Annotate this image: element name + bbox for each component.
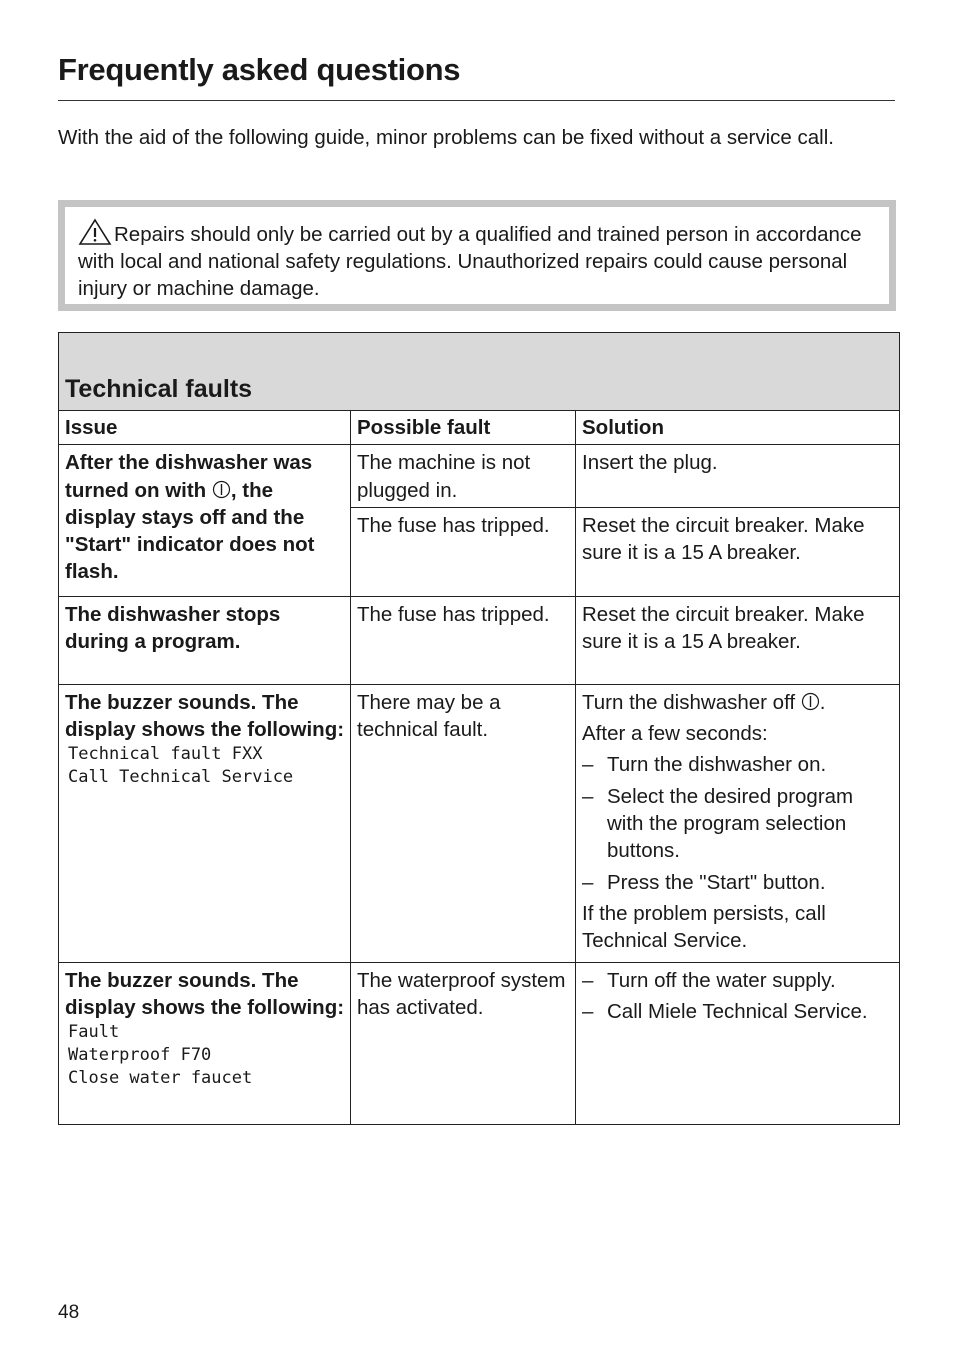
warning-box xyxy=(58,200,896,311)
intro-text: With the aid of the following guide, minor problems can be fixed without a service call. xyxy=(58,126,834,149)
step-text: Select the desired program with the program selection buttons. xyxy=(607,784,854,863)
solution-step: – Press the "Start" button. xyxy=(582,869,894,896)
title-divider xyxy=(58,100,895,101)
warning-triangle-icon xyxy=(78,218,112,246)
fault-cell: The fuse has tripped. xyxy=(351,596,576,684)
on-off-icon xyxy=(212,479,231,498)
solution-step: – Turn the dishwasher on. xyxy=(582,751,894,778)
step-text: Turn off the water supply. xyxy=(607,968,836,992)
table-row xyxy=(59,596,900,684)
solution-step: – Select the desired program with the program selection buttons. xyxy=(582,783,894,865)
table-row xyxy=(59,445,900,508)
issue-text: The buzzer sounds. The display shows the following: xyxy=(65,968,345,1019)
issue-text: , the display stays off and the "Start" indicator does not flash. xyxy=(65,478,315,584)
solution-text: If the problem persists, call Technical Service. xyxy=(582,901,826,953)
display-message-line: Call Technical Service xyxy=(68,767,294,788)
technical-faults-table xyxy=(58,332,900,1125)
on-off-icon xyxy=(801,691,820,710)
display-message-line: Fault xyxy=(68,1022,120,1043)
display-message-line: Close water faucet xyxy=(68,1068,253,1089)
solution-cell xyxy=(576,684,900,962)
fault-cell: The waterproof system has activated. xyxy=(351,962,576,1124)
solution-intro-text: Turn the dishwasher off xyxy=(582,690,801,714)
issue-cell xyxy=(59,684,351,962)
solution-cell: Insert the plug. xyxy=(576,445,900,508)
solution-step: – Turn off the water supply. xyxy=(582,967,894,994)
page-title: Frequently asked questions xyxy=(58,52,461,87)
solution-step: – Call Miele Technical Service. xyxy=(582,998,894,1025)
display-message-line: Technical fault FXX xyxy=(68,744,263,765)
solution-cell: Reset the circuit breaker. Make sure it is a 15 A breaker. xyxy=(576,507,900,596)
column-header-solution: Solution xyxy=(576,411,900,445)
solution-cell: Reset the circuit breaker. Make sure it is a 15 A breaker. xyxy=(576,596,900,684)
table-row xyxy=(59,684,900,962)
section-title: Technical faults xyxy=(59,333,900,411)
issue-cell xyxy=(59,962,351,1124)
fault-cell: The fuse has tripped. xyxy=(351,507,576,596)
step-text: Call Miele Technical Service. xyxy=(607,999,868,1023)
step-text: Press the "Start" button. xyxy=(607,870,826,894)
issue-text: After the dishwasher was turned on with xyxy=(65,451,313,502)
column-header-issue: Issue xyxy=(59,411,351,445)
step-text: Turn the dishwasher on. xyxy=(607,753,827,777)
solution-cell xyxy=(576,962,900,1124)
issue-text: The buzzer sounds. The display shows the following: xyxy=(65,690,345,742)
issue-cell xyxy=(59,445,351,597)
page-number: 48 xyxy=(58,1302,80,1323)
column-header-possible-fault: Possible fault xyxy=(351,411,576,445)
fault-cell: There may be a technical fault. xyxy=(351,684,576,962)
fault-cell: The machine is not plugged in. xyxy=(351,445,576,508)
solution-intro: Turn the dishwasher off . xyxy=(582,690,826,714)
issue-cell: The dishwasher stops during a program. xyxy=(59,596,351,684)
solution-text: After a few seconds: xyxy=(582,722,768,746)
warning-text: Repairs should only be carried out by a qualified and trained person in accordance with local and national safety regulations. Unauthorized repairs could cause personal injury or machine damage. xyxy=(78,223,862,300)
display-message-line: Waterproof F70 xyxy=(68,1045,212,1066)
table-row xyxy=(59,962,900,1124)
